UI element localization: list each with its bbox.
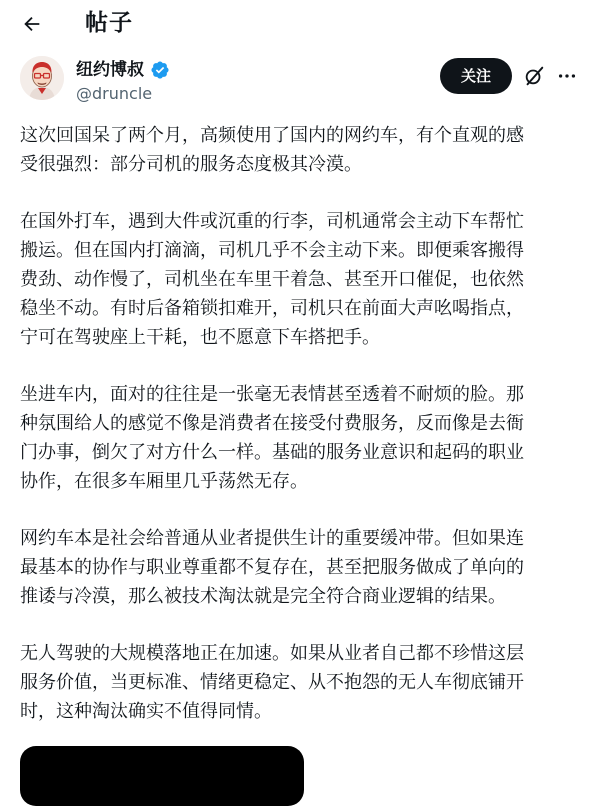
author-handle[interactable]: @druncle [76, 84, 153, 103]
top-bar [0, 0, 601, 48]
author-name-link[interactable] [76, 59, 170, 81]
post-media[interactable] [20, 746, 304, 806]
grok-icon [523, 65, 545, 87]
avatar[interactable] [20, 56, 64, 100]
avatar-illustration [20, 56, 64, 100]
page-title: 帖子 [85, 10, 133, 36]
back-button[interactable] [18, 10, 46, 38]
arrow-left-icon [21, 13, 43, 35]
author-name: 纽约博叔 [76, 60, 144, 80]
post-text [20, 121, 584, 754]
more-horizontal-icon [556, 65, 578, 87]
post-paragraph: 在国外打车，遇到大件或沉重的行李，司机通常会主动下车帮忙 搬运。但在国内打滴滴，司机几乎不会主动下来。即便乘客搬得 费劲、动作慢了，司机坐在车里干着急、甚至开口催促，也依然 稳坐不动。有时后备箱锁扣难开，司机只在前面大声吆喝指点， 宁可在驾驶座上干耗，也不愿意下车搭把手。 [20, 211, 524, 348]
post-author-row [0, 54, 601, 110]
more-options-button[interactable] [554, 63, 580, 89]
grok-button[interactable] [521, 63, 547, 89]
verified-badge-icon [150, 60, 170, 80]
post-paragraph: 这次回国呆了两个月，高频使用了国内的网约车，有个直观的感 受很强烈：部分司机的服务态度极其冷漠。 [20, 125, 524, 175]
follow-button[interactable]: 关注 [440, 58, 512, 94]
post-paragraph: 坐进车内，面对的往往是一张毫无表情甚至透着不耐烦的脸。那 种氛围给人的感觉不像是消费者在接受付费服务，反而像是去衙 门办事，倒欠了对方什么一样。基础的服务业意识和起码的职业 协作，在很多车厢里几乎荡然无存。 [20, 384, 524, 492]
post-paragraph: 无人驾驶的大规模落地正在加速。如果从业者自己都不珍惜这层 服务价值，当更标准、情绪更稳定、从不抱怨的无人车彻底铺开 时，这种淘汰确实不值得同情。 [20, 643, 524, 722]
post-paragraph: 网约车本是社会给普通从业者提供生计的重要缓冲带。但如果连 最基本的协作与职业尊重都不复存在，甚至把服务做成了单向的 推诿与冷漠，那么被技术淘汰就是完全符合商业逻辑的结果。 [20, 528, 524, 607]
